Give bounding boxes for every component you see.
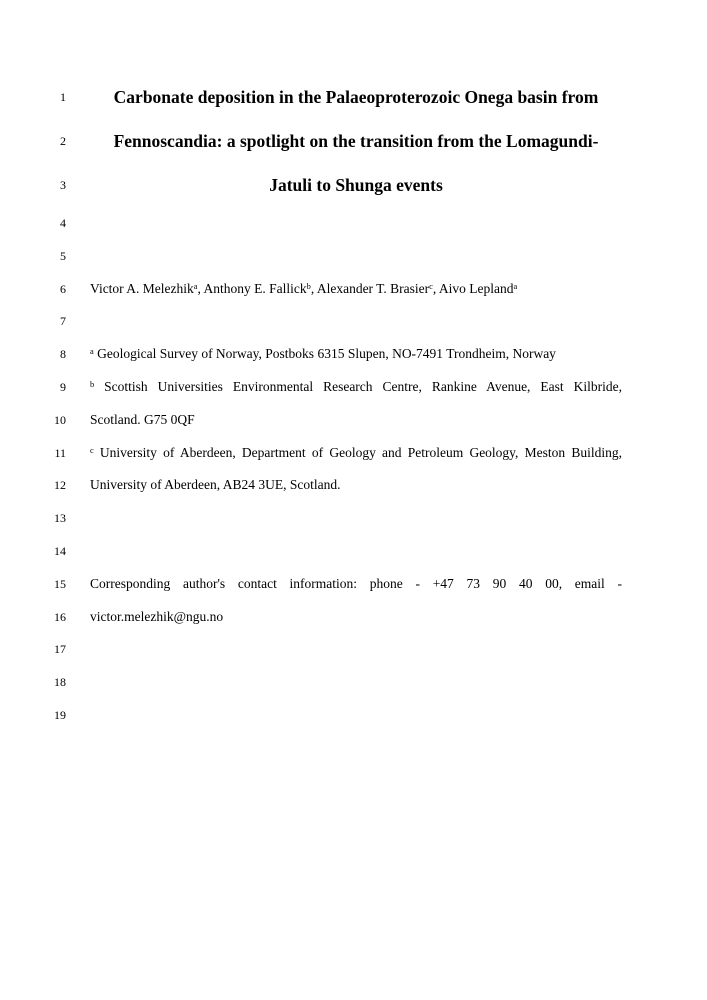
line-number: 5: [60, 248, 66, 263]
affiliation-b-line-2: [90, 404, 622, 437]
affiliation-superscript: a: [513, 281, 518, 291]
text-segment: victor.melezhik@ngu.no: [90, 608, 224, 624]
line-row: [0, 666, 707, 699]
line-row: [0, 207, 707, 240]
affiliation-superscript: c: [429, 281, 433, 291]
text-segment: , Aivo Lepland: [432, 280, 514, 296]
text-segment: Fennoscandia: a spotlight on the transition from the Lomagundi-: [113, 131, 599, 151]
corresponding-author-line-1: [90, 568, 622, 601]
title-line-3: [90, 163, 622, 207]
affiliation-superscript: b: [90, 380, 95, 390]
line-number: 13: [54, 511, 66, 526]
line-row: [0, 699, 707, 732]
line-number: 6: [60, 281, 66, 296]
line-row: [0, 633, 707, 666]
text-segment: Corresponding author's contact information: phone - +47 73 90 40 00, email -: [90, 575, 622, 591]
text-segment: Carbonate deposition in the Palaeoproterozoic Onega basin from: [113, 87, 599, 107]
affiliation-b-line-1: [90, 371, 622, 404]
affiliation-a: [90, 338, 622, 371]
line-row: [0, 601, 707, 634]
text-segment: Geological Survey of Norway, Postboks 6315 Slupen, NO-7491 Trondheim, Norway: [93, 346, 556, 362]
affiliation-superscript: a: [90, 347, 94, 357]
line-row: [0, 437, 707, 470]
line-row: [0, 568, 707, 601]
line-number: 18: [54, 675, 66, 690]
text-segment: Scottish Universities Environmental Research Centre, Rankine Avenue, East Kilbride,: [94, 378, 622, 394]
line-number: 19: [54, 707, 66, 722]
line-number: 16: [54, 609, 66, 624]
line-row: [0, 75, 707, 119]
line-row: [0, 273, 707, 306]
line-number: 10: [54, 412, 66, 427]
line-number: 2: [60, 134, 66, 148]
line-row: [0, 535, 707, 568]
text-segment: Scotland. G75 0QF: [90, 411, 195, 427]
affiliation-c-line-2: [90, 469, 622, 502]
title-line-1: [90, 75, 622, 119]
line-row: [0, 119, 707, 163]
affiliation-superscript: a: [193, 281, 198, 291]
line-number: 11: [54, 445, 66, 460]
affiliation-superscript: b: [306, 281, 311, 291]
line-number: 4: [60, 216, 66, 230]
affiliation-c-line-1: [90, 437, 622, 470]
line-row: [0, 404, 707, 437]
line-row: [0, 305, 707, 338]
authors-line: [90, 273, 622, 306]
line-row: [0, 371, 707, 404]
line-number: 17: [54, 642, 66, 657]
text-segment: Jatuli to Shunga events: [269, 175, 443, 195]
text-segment: Victor A. Melezhik: [90, 280, 194, 296]
line-row: [0, 240, 707, 273]
line-row: [0, 469, 707, 502]
line-number: 1: [60, 90, 66, 104]
affiliation-superscript: c: [90, 445, 94, 455]
line-row: [0, 163, 707, 207]
title-line-2: [90, 119, 622, 163]
text-segment: , Alexander T. Brasier: [310, 280, 430, 296]
line-number: 12: [54, 478, 66, 493]
text-segment: , Anthony E. Fallick: [197, 280, 307, 296]
line-number: 14: [54, 543, 66, 558]
line-number: 3: [60, 178, 66, 192]
line-row: [0, 502, 707, 535]
line-number: 7: [60, 314, 66, 329]
line-number: 9: [60, 379, 66, 394]
corresponding-author-email: [90, 601, 622, 634]
line-number: 15: [54, 576, 66, 591]
text-segment: University of Aberdeen, Department of Geology and Petroleum Geology, Meston Building,: [93, 444, 622, 460]
line-row: [0, 338, 707, 371]
text-segment: University of Aberdeen, AB24 3UE, Scotland.: [90, 477, 341, 493]
line-number: 8: [60, 347, 66, 362]
